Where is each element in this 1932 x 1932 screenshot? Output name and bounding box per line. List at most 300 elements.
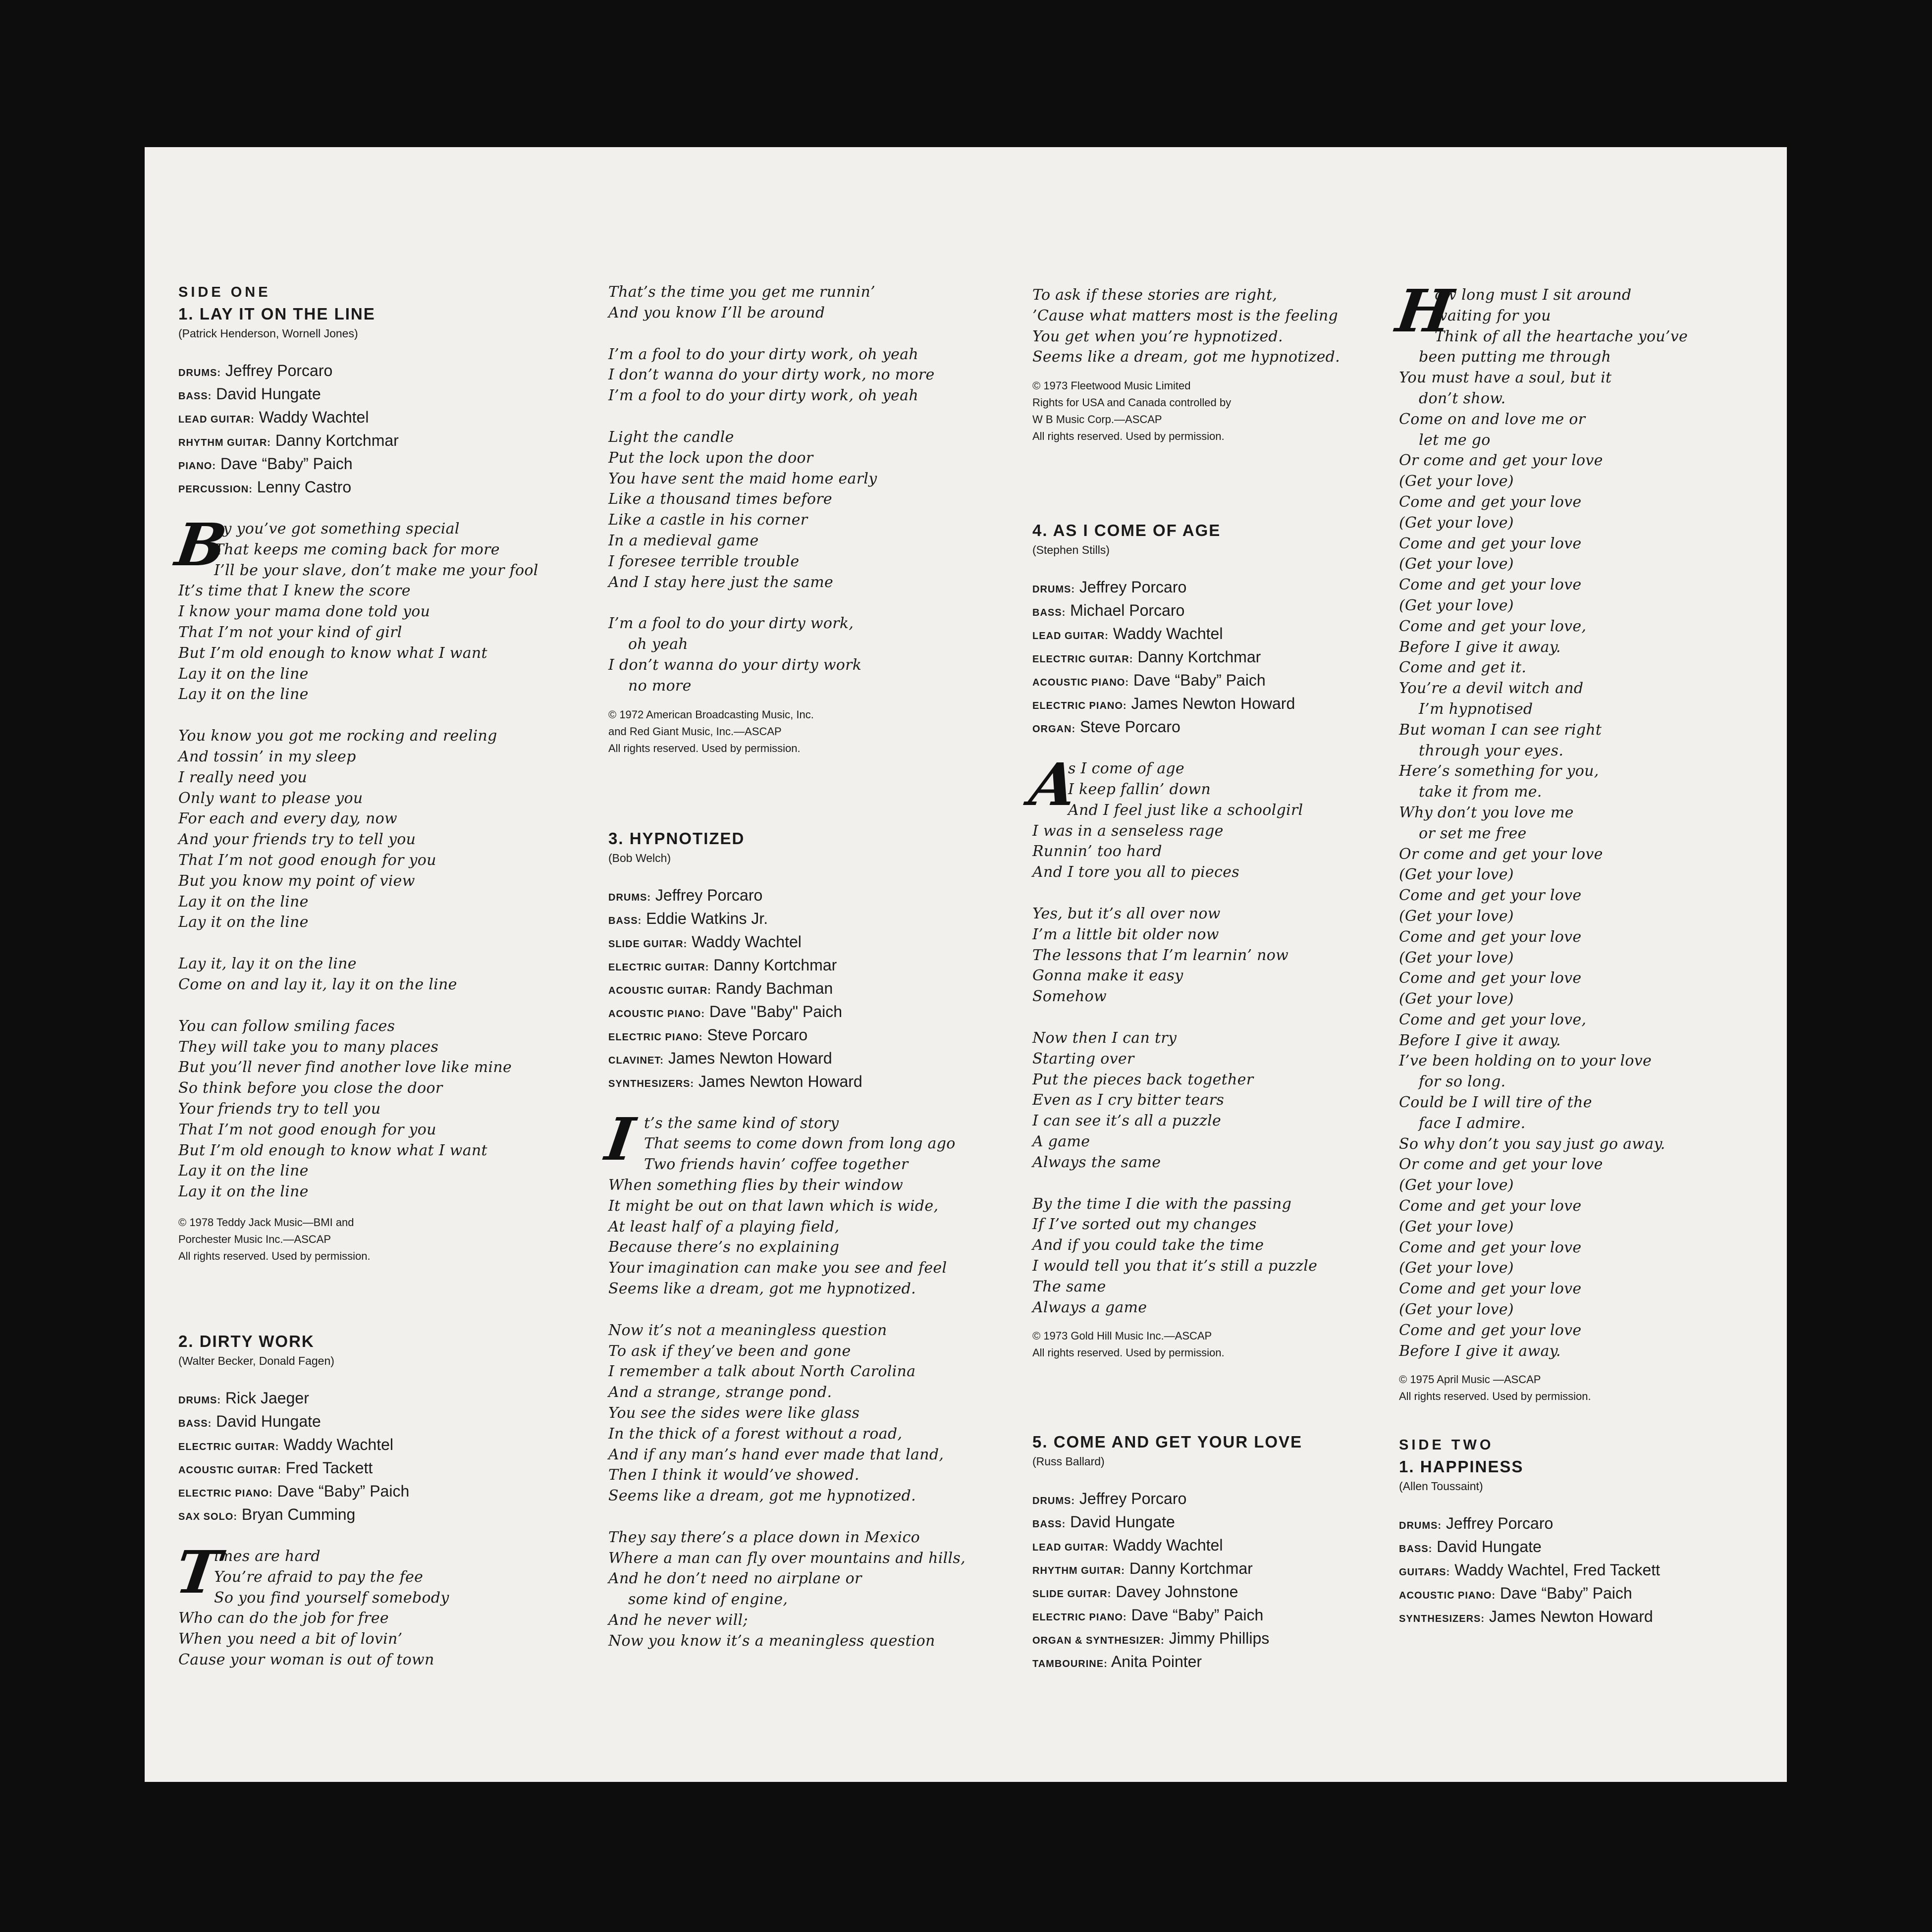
credit-row xyxy=(178,430,525,453)
credit-role: DRUMS: xyxy=(1399,1520,1442,1532)
credit-role: SAX SOLO: xyxy=(178,1511,238,1522)
lyric-line: (Get your love) xyxy=(1399,907,1514,925)
lyric-lines xyxy=(178,1546,525,1670)
credit-row xyxy=(608,1001,965,1024)
credit-row xyxy=(178,1481,525,1504)
lyric-line: Like a castle in his corner xyxy=(608,511,808,529)
credit-row xyxy=(608,885,965,908)
lyric-line: Come and get your love xyxy=(1399,1238,1582,1256)
credit-name: David Hungate xyxy=(1070,1513,1175,1531)
lyric-line: I keep fallin’ down xyxy=(1068,780,1211,798)
lyric-line: (Get your love) xyxy=(1399,1218,1514,1235)
lyric-stanza xyxy=(171,1537,525,1670)
lyric-line: I foresee terrible trouble xyxy=(608,552,800,570)
credit-row xyxy=(1032,716,1389,740)
lyric-line: Before I give it away. xyxy=(1399,638,1561,656)
lyric-line: (Get your love) xyxy=(1399,1301,1514,1319)
lyric-lines xyxy=(178,519,538,705)
lyric-line: some kind of engine, xyxy=(628,1591,788,1609)
lyric-line: And he never will; xyxy=(608,1611,748,1629)
credit-role: ORGAN & SYNTHESIZER: xyxy=(1032,1635,1165,1647)
lyric-line: I’ve been holding on to your love xyxy=(1399,1052,1652,1070)
lyric-line: Think of all the heartache you’ve xyxy=(1435,327,1688,345)
copyright-line: © 1973 Fleetwood Music Limited xyxy=(1032,379,1191,392)
lyric-stanza xyxy=(601,1104,965,1299)
lyric-line: Gonna make it easy xyxy=(1032,967,1183,985)
credit-name: Bryan Cumming xyxy=(241,1505,356,1523)
lyric-stanza xyxy=(1032,1028,1389,1173)
lyric-line: Now it’s not a meaningless question xyxy=(608,1321,887,1339)
credit-name: Waddy Wachtel xyxy=(259,408,369,426)
credit-role: BASS: xyxy=(1032,607,1066,619)
credit-row xyxy=(608,908,965,931)
copyright-notice xyxy=(1399,1371,1775,1405)
lyric-line: And he don’t need no airplane or xyxy=(608,1570,862,1588)
credit-role: ACOUSTIC GUITAR: xyxy=(608,985,711,996)
lyric-line: For each and every day, now xyxy=(178,810,397,828)
credits-list xyxy=(1032,577,1389,740)
drop-cap: I xyxy=(601,1104,639,1174)
credit-row xyxy=(178,1388,525,1411)
lyric-line: Could be I will tire of the xyxy=(1399,1094,1592,1112)
credit-name: Randy Bachman xyxy=(715,979,833,997)
lyric-line: I remember a talk about North Carolina xyxy=(608,1363,916,1381)
credit-row xyxy=(178,360,525,383)
credit-row xyxy=(608,1024,965,1048)
lyric-line: Come and get your love xyxy=(1399,493,1582,511)
lyric-line: Lay it on the line xyxy=(178,913,309,931)
copyright-line: © 1972 American Broadcasting Music, Inc. xyxy=(608,708,814,721)
credit-row xyxy=(1399,1606,1775,1629)
credit-role: ELECTRIC GUITAR: xyxy=(608,962,709,973)
credit-row xyxy=(1032,577,1389,600)
song-title: 2. DIRTY WORK xyxy=(178,1332,315,1350)
lyric-line: But you’ll never find another love like mine xyxy=(178,1059,512,1076)
lyric-line: Always the same xyxy=(1032,1153,1161,1171)
lyric-line: But you know my point of view xyxy=(178,872,415,890)
lyric-line: Now you know it’s a meaningless question xyxy=(608,1632,935,1650)
credit-role: ACOUSTIC PIANO: xyxy=(1399,1590,1496,1602)
lyric-line: I’m hypnotised xyxy=(1419,700,1533,718)
lyric-line: Seems like a dream, got me hypnotized. xyxy=(608,1280,916,1297)
lyric-line: That I’m not good enough for you xyxy=(178,1121,436,1138)
credit-role: BASS: xyxy=(1399,1544,1433,1555)
credit-row xyxy=(178,383,525,407)
lyric-line: (Get your love) xyxy=(1399,1177,1514,1194)
lyric-line: To ask if they’ve been and gone xyxy=(608,1342,851,1360)
lyric-line: through your eyes. xyxy=(1419,742,1564,759)
credit-row xyxy=(178,1504,525,1527)
drop-cap: T xyxy=(171,1537,225,1607)
lyric-stanza xyxy=(178,954,525,995)
credit-row xyxy=(1399,1513,1775,1536)
lyric-line: Starting over xyxy=(1032,1050,1134,1068)
credit-role: RHYTHM GUITAR: xyxy=(178,437,271,448)
credit-role: SYNTHESIZERS: xyxy=(608,1078,695,1089)
lyric-line: for so long. xyxy=(1419,1073,1506,1091)
credit-role: ELECTRIC PIANO: xyxy=(608,1031,703,1043)
lyric-line: And your friends try to tell you xyxy=(178,831,416,849)
lyric-line: Why don’t you love me xyxy=(1399,804,1574,821)
lyric-line: (Get your love) xyxy=(1399,555,1514,573)
lyric-lines xyxy=(1032,758,1389,883)
credit-name: Dave “Baby” Paich xyxy=(1133,671,1266,690)
lyric-line: I’ll be your slave, don’t make me your fool xyxy=(214,561,538,579)
lyric-line: Come and get your love xyxy=(1399,928,1582,946)
lyric-line: Come and get your love, xyxy=(1399,1011,1587,1028)
lyric-line: (Get your love) xyxy=(1399,1259,1514,1277)
credit-role: PIANO: xyxy=(178,461,216,472)
lyric-line: waiting for you xyxy=(1435,307,1551,324)
lyric-line: Put the lock upon the door xyxy=(608,449,813,467)
lyric-stanza xyxy=(608,1527,965,1652)
credit-role: DRUMS: xyxy=(1032,1496,1075,1507)
drop-cap: H xyxy=(1392,276,1457,345)
credit-role: ACOUSTIC PIANO: xyxy=(1032,677,1129,689)
credit-role: ELECTRIC GUITAR: xyxy=(1032,654,1133,665)
credit-row xyxy=(608,931,965,955)
copyright-notice xyxy=(1032,377,1389,445)
credit-role: SLIDE GUITAR: xyxy=(608,938,688,950)
lyric-line: So you find yourself somebody xyxy=(214,1589,449,1607)
credit-row xyxy=(178,477,525,500)
lyric-line: I’m a little bit older now xyxy=(1032,925,1219,943)
credit-role: LEAD GUITAR: xyxy=(178,414,255,425)
credit-row xyxy=(1399,1559,1775,1583)
lyric-line: A game xyxy=(1032,1132,1090,1150)
credit-row xyxy=(178,1457,525,1481)
lyric-line: You’re afraid to pay the fee xyxy=(214,1568,424,1586)
songwriters: (Patrick Henderson, Wornell Jones) xyxy=(178,327,358,340)
credit-row xyxy=(1032,1651,1389,1674)
credit-row xyxy=(1032,1558,1389,1581)
credit-row xyxy=(1032,1511,1389,1535)
lyric-line: no more xyxy=(628,677,692,695)
lyric-line: Only want to please you xyxy=(178,789,363,807)
lyric-line: You see the sides were like glass xyxy=(608,1404,860,1422)
credit-name: Dave “Baby” Paich xyxy=(1500,1584,1632,1603)
lyric-line: or set me free xyxy=(1419,824,1527,842)
lyric-line: Your imagination can make you see and feel xyxy=(608,1259,947,1277)
credit-name: James Newton Howard xyxy=(668,1049,832,1067)
credit-name: Rick Jaeger xyxy=(225,1389,309,1407)
lyric-line: And if you could take the time xyxy=(1032,1236,1264,1254)
side-two-heading: SIDE TWO xyxy=(1399,1437,1494,1453)
lyric-line: Somehow xyxy=(1032,988,1107,1006)
lyric-line: (Get your love) xyxy=(1399,949,1514,966)
lyric-line: But woman I can see right xyxy=(1399,721,1602,739)
lyric-line: I’m a fool to do your dirty work, xyxy=(608,615,854,633)
credit-row xyxy=(1399,1536,1775,1559)
lyric-line: I would tell you that it’s still a puzzle xyxy=(1032,1257,1318,1275)
song-happiness xyxy=(1399,1455,1775,1629)
column-2 xyxy=(601,282,966,1672)
lyric-line: Lay it on the line xyxy=(178,1183,309,1201)
lyric-line: To ask if these stories are right, xyxy=(1032,286,1278,304)
copyright-notice xyxy=(1032,1328,1389,1361)
credit-role: TAMBOURINE: xyxy=(1032,1659,1108,1670)
lyric-line: ow long must I sit around xyxy=(1435,286,1632,304)
lyric-line: You must have a soul, but it xyxy=(1399,369,1612,387)
credits-list xyxy=(1399,1513,1775,1629)
credit-role: CLAVINET: xyxy=(608,1055,664,1066)
credit-role: GUITARS: xyxy=(1399,1567,1450,1578)
copyright-line: All rights reserved. Used by permission. xyxy=(1032,430,1225,443)
lyric-line: Your friends try to tell you xyxy=(178,1100,381,1118)
credit-name: Danny Kortchmar xyxy=(713,956,837,974)
credit-role: PERCUSSION: xyxy=(178,484,253,495)
column-4 xyxy=(1392,276,1775,1648)
lyric-stanza xyxy=(1025,750,1389,883)
credit-role: DRUMS: xyxy=(1032,584,1075,595)
credit-role: ELECTRIC PIANO: xyxy=(1032,700,1127,712)
lyric-line: Or come and get your love xyxy=(1399,452,1603,470)
credit-name: Waddy Wachtel, Fred Tackett xyxy=(1454,1561,1661,1579)
lyric-line: You have sent the maid home early xyxy=(608,470,877,487)
lyric-line: Come and get your love, xyxy=(1399,617,1587,635)
credit-role: DRUMS: xyxy=(608,892,651,903)
lyric-line: Come and get your love xyxy=(1399,576,1582,594)
lyric-line: (Get your love) xyxy=(1399,514,1514,532)
lyric-line: I don’t wanna do your dirty work, no more xyxy=(608,366,935,384)
credit-row xyxy=(178,453,525,477)
lyric-stanza xyxy=(608,613,965,696)
lyric-line: Yes, but it’s all over now xyxy=(1032,905,1221,922)
credit-row xyxy=(1032,693,1389,716)
credit-name: Michael Porcaro xyxy=(1070,601,1185,620)
credit-name: David Hungate xyxy=(216,1412,321,1430)
credit-name: Jeffrey Porcaro xyxy=(225,362,333,379)
lyric-line: Where a man can fly over mountains and hills, xyxy=(608,1549,966,1567)
lyric-line: Put the pieces back together xyxy=(1032,1071,1254,1088)
lyric-line: ’Cause what matters most is the feeling xyxy=(1032,307,1339,324)
copyright-line: © 1973 Gold Hill Music Inc.—ASCAP xyxy=(1032,1330,1212,1342)
credit-name: David Hungate xyxy=(216,385,321,403)
credits-list xyxy=(178,1388,525,1527)
credit-row xyxy=(1032,1581,1389,1605)
credit-name: Danny Kortchmar xyxy=(1129,1559,1253,1578)
credit-role: LEAD GUITAR: xyxy=(1032,1542,1109,1554)
credit-row xyxy=(1032,1628,1389,1651)
credit-row xyxy=(178,1411,525,1434)
lyric-line: t’s the same kind of story xyxy=(644,1114,839,1132)
credit-name: James Newton Howard xyxy=(698,1072,862,1090)
lyric-line: oy you’ve got something special xyxy=(214,520,460,537)
credits-list xyxy=(1032,1488,1389,1674)
lyric-line: Who can do the job for free xyxy=(178,1610,389,1627)
credit-name: Anita Pointer xyxy=(1111,1653,1202,1671)
lyric-line: Come and get your love xyxy=(1399,887,1582,905)
credit-name: Dave “Baby” Paich xyxy=(1131,1606,1264,1624)
copyright-line: All rights reserved. Used by permission. xyxy=(608,742,801,754)
lyric-line: I’m a fool to do your dirty work, oh yeah xyxy=(608,387,918,405)
lyric-line: Like a thousand times before xyxy=(608,490,832,508)
drop-cap: B xyxy=(171,510,231,579)
lyric-line: I can see it’s all a puzzle xyxy=(1032,1112,1222,1130)
credit-role: ACOUSTIC GUITAR: xyxy=(178,1464,281,1476)
credit-name: Jeffrey Porcaro xyxy=(1079,1490,1187,1508)
credit-name: David Hungate xyxy=(1437,1538,1542,1556)
copyright-line: and Red Giant Music, Inc.—ASCAP xyxy=(608,725,782,738)
lyric-line: I really need you xyxy=(178,768,308,786)
lyric-line: And tossin’ in my sleep xyxy=(178,748,356,765)
lyric-line: Come and get your love xyxy=(1399,1321,1582,1339)
lyric-line: Seems like a dream, got me hypnotized. xyxy=(608,1487,916,1505)
lyric-line: oh yeah xyxy=(628,636,688,653)
credit-role: LEAD GUITAR: xyxy=(1032,631,1109,642)
credit-role: DRUMS: xyxy=(178,1395,221,1406)
lyric-line: Now then I can try xyxy=(1032,1029,1177,1047)
credit-row xyxy=(1399,1583,1775,1606)
lyric-line: Then I think it would’ve showed. xyxy=(608,1466,859,1484)
song-hypnotized xyxy=(601,827,966,1652)
liner-notes-sheet xyxy=(145,147,1787,1782)
lyric-line: Or come and get your love xyxy=(1399,845,1603,863)
side-one-heading: SIDE ONE xyxy=(178,284,271,300)
credit-name: Steve Porcaro xyxy=(1080,718,1181,736)
lyric-line: Come on and lay it, lay it on the line xyxy=(178,975,457,993)
credit-row xyxy=(608,1048,965,1071)
lyric-line: That’s the time you get me runnin’ xyxy=(608,283,875,301)
credit-row xyxy=(1032,1488,1389,1511)
lyric-line: Come and get your love xyxy=(1399,969,1582,987)
credit-role: BASS: xyxy=(178,1418,212,1429)
lyric-line: Because there’s no explaining xyxy=(608,1238,840,1256)
lyric-line: And if any man’s hand ever made that land, xyxy=(608,1446,944,1463)
copyright-line: Porchester Music Inc.—ASCAP xyxy=(178,1233,331,1245)
credit-name: Dave “Baby” Paich xyxy=(277,1482,410,1500)
credits-list xyxy=(608,885,965,1094)
lyric-line: don’t show. xyxy=(1419,389,1506,407)
credit-name: Dave “Baby” Paich xyxy=(220,455,353,473)
song-title: 4. AS I COME OF AGE xyxy=(1032,521,1221,540)
lyric-line: You know you got me rocking and reeling xyxy=(178,727,497,745)
lyric-line: Lay it on the line xyxy=(178,686,309,703)
credit-role: ELECTRIC PIANO: xyxy=(1032,1612,1127,1623)
lyric-line: Light the candle xyxy=(608,428,734,446)
credit-row xyxy=(178,407,525,430)
lyric-line: And I stay here just the same xyxy=(608,573,834,591)
lyric-line: That I’m not good enough for you xyxy=(178,851,436,869)
lyric-stanza xyxy=(608,427,965,592)
lyric-stanza xyxy=(178,1016,525,1202)
lyric-line: take it from me. xyxy=(1419,783,1542,801)
lyric-line: let me go xyxy=(1419,431,1491,449)
song-title: 5. COME AND GET YOUR LOVE xyxy=(1032,1433,1303,1451)
credit-name: Waddy Wachtel xyxy=(283,1435,393,1453)
song-dirty-work xyxy=(171,1330,525,1670)
lyric-line: (Get your love) xyxy=(1399,990,1514,1008)
lyric-line: Come and get your love xyxy=(1399,535,1582,552)
lyric-line: Come and get it. xyxy=(1399,659,1527,677)
lyric-line: s I come of age xyxy=(1068,760,1184,778)
lyric-stanza xyxy=(171,510,538,705)
lyric-stanza xyxy=(608,344,965,406)
lyric-line: Come on and love me or xyxy=(1399,410,1586,428)
songwriters: (Walter Becker, Donald Fagen) xyxy=(178,1354,334,1367)
lyric-stanza xyxy=(1032,285,1389,368)
song-come-and-get-your-love xyxy=(1032,1431,1389,1674)
lyric-line: Runnin’ too hard xyxy=(1032,843,1162,860)
lyric-line: And I tore you all to pieces xyxy=(1032,863,1239,881)
credit-name: Davey Johnstone xyxy=(1116,1583,1238,1601)
credit-name: Jimmy Phillips xyxy=(1169,1629,1270,1648)
lyric-line: But I’m old enough to know what I want xyxy=(178,1141,487,1159)
lyric-stanza xyxy=(178,726,525,933)
credit-row xyxy=(1032,670,1389,693)
song-title: 1. LAY IT ON THE LINE xyxy=(178,305,376,323)
lyric-line: So think before you close the door xyxy=(178,1079,443,1097)
songwriters: (Russ Ballard) xyxy=(1032,1455,1105,1468)
lyric-stanza xyxy=(1032,1194,1389,1318)
lyric-line: I’m a fool to do your dirty work, oh yeah xyxy=(608,345,918,363)
lyric-line: been putting me through xyxy=(1419,348,1611,366)
credit-role: ACOUSTIC PIANO: xyxy=(608,1008,705,1020)
lyric-line: At least half of a playing field, xyxy=(608,1218,840,1235)
lyric-line: It might be out on that lawn which is wide, xyxy=(608,1197,939,1215)
lyric-line: You can follow smiling faces xyxy=(178,1017,395,1035)
lyric-line: When you need a bit of lovin’ xyxy=(178,1630,403,1648)
lyric-line: That I’m not your kind of girl xyxy=(178,623,402,641)
credit-name: Dave "Baby" Paich xyxy=(709,1002,843,1020)
credit-row xyxy=(608,955,965,978)
credit-role: SLIDE GUITAR: xyxy=(1032,1589,1112,1600)
lyric-line: Before I give it away. xyxy=(1399,1342,1561,1360)
lyric-stanza xyxy=(1032,904,1389,1007)
lyric-line: I don’t wanna do your dirty work xyxy=(608,656,862,674)
lyric-line: Lay it on the line xyxy=(178,665,309,683)
copyright-line: All rights reserved. Used by permission. xyxy=(1032,1346,1225,1359)
copyright-line: © 1975 April Music —ASCAP xyxy=(1399,1373,1541,1386)
credit-role: ELECTRIC GUITAR: xyxy=(178,1441,279,1452)
lyric-lines xyxy=(608,1113,965,1299)
credit-name: Waddy Wachtel xyxy=(692,932,802,951)
credit-role: ELECTRIC PIANO: xyxy=(178,1488,273,1499)
copyright-line: W B Music Corp.—ASCAP xyxy=(1032,413,1162,426)
credit-row xyxy=(1032,1605,1389,1628)
credit-row xyxy=(1032,646,1389,670)
credit-name: Jeffrey Porcaro xyxy=(655,886,763,904)
credit-name: Waddy Wachtel xyxy=(1113,625,1223,643)
lyric-line: Two friends havin’ coffee together xyxy=(644,1156,909,1174)
credit-role: RHYTHM GUITAR: xyxy=(1032,1565,1125,1577)
lyric-line: Always a game xyxy=(1032,1298,1147,1316)
lyric-line: That seems to come down from long ago xyxy=(644,1135,956,1153)
lyric-line: Here’s something for you, xyxy=(1399,762,1599,780)
credit-role: DRUMS: xyxy=(178,368,221,378)
copyright-line: All rights reserved. Used by permission. xyxy=(1399,1390,1591,1403)
credit-role: ORGAN: xyxy=(1032,724,1076,735)
lyric-line: Lay it on the line xyxy=(178,1162,309,1180)
song-lay-it-on-the-line xyxy=(171,303,538,1265)
credit-name: Eddie Watkins Jr. xyxy=(646,909,768,927)
credit-row xyxy=(1032,1535,1389,1558)
lyric-line: (Get your love) xyxy=(1399,596,1514,614)
songwriters: (Stephen Stills) xyxy=(1032,543,1110,557)
lyric-line: imes are hard xyxy=(214,1547,321,1565)
copyright-line: Rights for USA and Canada controlled by xyxy=(1032,396,1232,409)
lyric-stanza xyxy=(1392,276,1775,1361)
lyric-line: Even as I cry bitter tears xyxy=(1032,1091,1225,1109)
credit-row xyxy=(178,1434,525,1457)
lyric-line: And I feel just like a schoolgirl xyxy=(1068,801,1303,819)
lyric-line: And you know I’ll be around xyxy=(608,304,825,322)
credit-name: Danny Kortchmar xyxy=(275,431,399,449)
column-1 xyxy=(171,282,538,1691)
copyright-notice xyxy=(178,1214,525,1265)
credit-role: SYNTHESIZERS: xyxy=(1399,1613,1485,1625)
credit-name: Fred Tackett xyxy=(285,1458,373,1477)
